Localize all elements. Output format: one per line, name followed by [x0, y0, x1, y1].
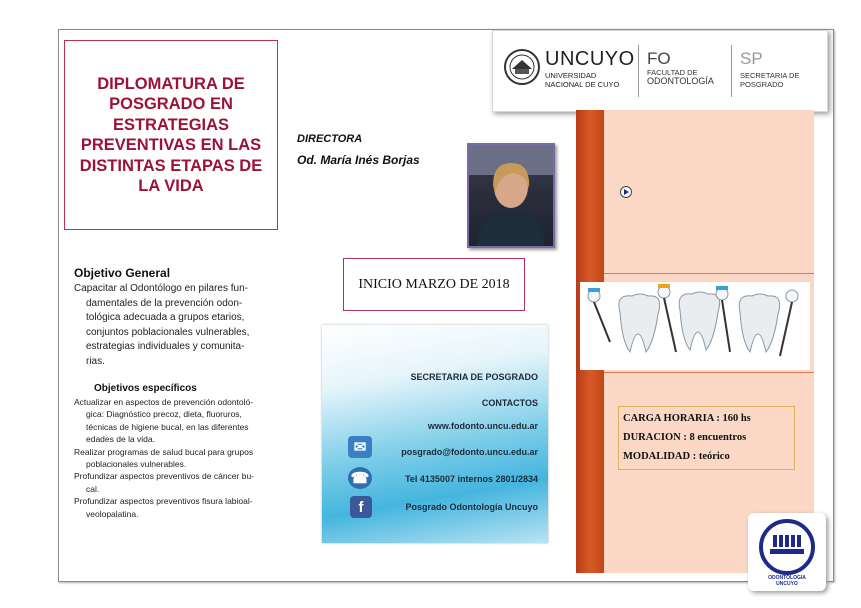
sp-subtitle: SECRETARIA DE POSGRADO: [740, 71, 800, 89]
modalidad: MODALIDAD : teórico: [623, 451, 730, 462]
duracion: DURACION : 8 encuentros: [623, 432, 747, 443]
uncuyo-wordmark: UNCUYO: [545, 48, 635, 70]
contact-card: [322, 325, 548, 543]
course-info-box: [618, 406, 795, 470]
title-box: [64, 40, 278, 230]
directora-photo: [467, 143, 555, 248]
list-item: Profundizar aspectos preventivos fisura labioal- veolopalatina.: [74, 496, 253, 519]
objetivos-especificos-title: Objetivos específicos: [94, 383, 197, 394]
list-item: Profundizar aspectos preventivos de cáncer bu- cal.: [74, 471, 255, 494]
list-item: Realizar programas de salud bucal para grupos poblacionales vulnerables.: [74, 446, 254, 470]
odontologia-logo-icon: [748, 513, 826, 591]
facebook-link[interactable]: Posgrado Odontología Uncuyo: [405, 502, 538, 512]
contactos-label: CONTACTOS: [481, 398, 538, 408]
list-item: Actualizar en aspectos de prevención odontoló- gica: Diagnóstico precoz, dieta, fluoruros, técnicas de higiene bucal, en las diferentes edades de la vida.: [74, 397, 254, 445]
email-icon: ✉: [348, 436, 372, 458]
uncuyo-seal-icon: [503, 48, 541, 86]
sp-wordmark: SP: [740, 49, 763, 68]
objetivo-general-title: Objetivo General: [74, 266, 171, 280]
secretaria-label: SECRETARIA DE POSGRADO: [410, 372, 538, 382]
website-link[interactable]: www.fodonto.uncu.edu.ar: [427, 421, 538, 431]
fo-subtitle: FACULTAD DE ODONTOLOGÍA: [647, 68, 714, 86]
email-link[interactable]: posgrado@fodonto.uncu.edu.ar: [401, 447, 538, 457]
directora-label: DIRECTORA: [297, 133, 363, 145]
objetivos-especificos-list: [74, 396, 284, 520]
objetivo-general-text: Capacitar al Odontólogo en pilares fun- damentales de la prevención odon- tológica adecuada a grupos etarios, conjuntos poblacionales vulnerables, estrategias individuales y comunita- rias.: [74, 283, 250, 367]
carga-horaria: CARGA HORARIA : 160 hs: [623, 413, 751, 424]
logo-bar: [492, 30, 828, 112]
page-title: DIPLOMATURA DE POSGRADO EN ESTRATEGIAS PREVENTIVAS EN LAS DISTINTAS ETAPAS DE LA VIDA: [79, 74, 263, 195]
start-date-box: INICIO MARZO DE 2018: [343, 258, 525, 311]
portrait-image: [469, 145, 553, 246]
phone-number: Tel 4135007 internos 2801/2834: [405, 474, 538, 484]
play-icon[interactable]: [620, 186, 632, 198]
svg-text:UNCUYO: UNCUYO: [776, 581, 798, 587]
directora-name: Od. María Inés Borjas: [297, 153, 420, 167]
facebook-icon: f: [350, 496, 372, 518]
logo-divider: [638, 45, 639, 97]
uncuyo-subtitle: UNIVERSIDAD NACIONAL DE CUYO: [545, 71, 620, 89]
divider-line: [604, 273, 814, 274]
teeth-illustration: [580, 282, 810, 370]
divider-line: [604, 372, 814, 373]
fo-wordmark: FO: [647, 49, 671, 68]
odontologia-badge: [748, 513, 826, 591]
logo-divider: [731, 45, 732, 97]
svg-text:ODONTOLOGIA: ODONTOLOGIA: [768, 575, 806, 581]
phone-icon: ☎: [348, 467, 372, 489]
